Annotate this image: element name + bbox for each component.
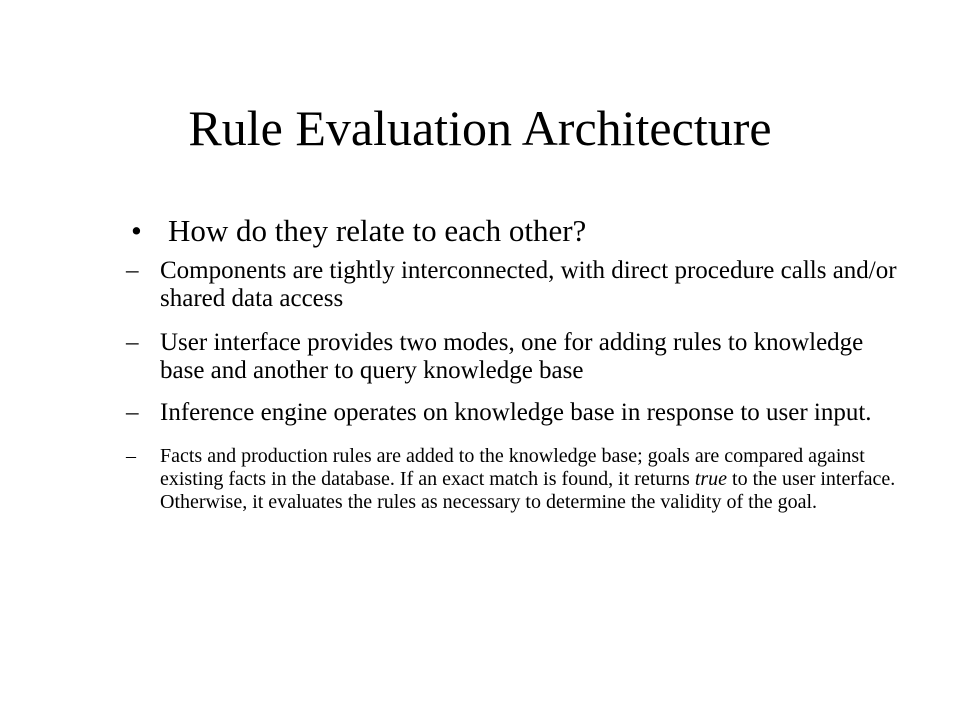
main-bullet (131, 212, 868, 250)
dash-icon: – (126, 257, 139, 284)
last-point-text-after: to the user interface. Otherwise, it evaluates the rules as necessary to determine the validity of the goal. (160, 468, 896, 513)
last-point-text-before: Facts and production rules are added to the knowledge base; goals are compared against existing facts in the database. If an exact match is found, it returns (160, 445, 865, 490)
slide-title: Rule Evaluation Architecture (188, 100, 772, 156)
sub-point-text: Components are tightly interconnected, with direct procedure calls and/or shared data access (160, 257, 897, 312)
dash-icon: – (126, 399, 139, 426)
sub-point-text (160, 445, 900, 514)
dash-icon: – (126, 445, 136, 467)
bullet-icon: • (131, 213, 142, 248)
sub-point-list (126, 257, 900, 514)
sub-point (126, 445, 900, 514)
dash-icon: – (126, 329, 139, 356)
sub-point-text: Inference engine operates on knowledge base in response to user input. (160, 399, 872, 426)
sub-point-text: User interface provides two modes, one for adding rules to knowledge base and another to query knowledge base (160, 329, 864, 384)
sub-point (126, 329, 900, 385)
sub-point (126, 399, 900, 427)
main-bullet-text: How do they relate to each other? (168, 213, 587, 248)
sub-point (126, 257, 900, 313)
last-point-emphasis: true (694, 468, 728, 490)
